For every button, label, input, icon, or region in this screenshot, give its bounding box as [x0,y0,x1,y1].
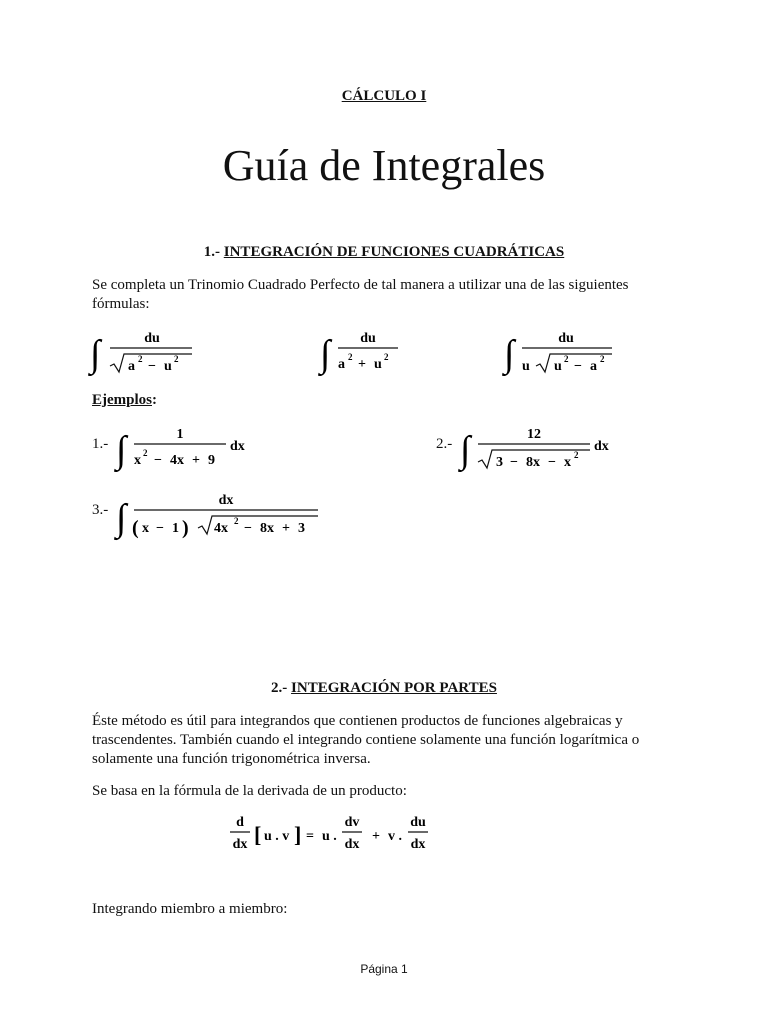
svg-text:2: 2 [174,354,179,364]
svg-text:(: ( [132,517,139,539]
svg-text:∫: ∫ [504,333,515,375]
section-2-paragraph-1: Éste método es útil para integrandos que contienen productos de funciones algebraicas y trascendentes. También cuando el integrando contiene solamente una función logarítmica o solamente una función trigonométrica inversa. [92,713,640,767]
svg-text:∫: ∫ [460,429,471,471]
svg-text:−: − [244,521,252,536]
svg-text:+: + [372,829,380,844]
svg-text:dv: dv [344,815,360,830]
svg-text:4x: 4x [170,453,184,468]
svg-text:x: x [134,453,141,468]
svg-text:du: du [558,331,574,346]
svg-text:dx: dx [410,837,426,852]
svg-text:du: du [410,815,426,830]
svg-text:2: 2 [600,354,605,364]
svg-text:dx: dx [218,493,234,508]
examples-heading [92,392,157,409]
svg-text:2: 2 [348,352,353,362]
svg-text:[: [ [254,822,262,847]
section-2-paragraph-3: Integrando miembro a miembro: [92,901,288,917]
section-1-heading [0,244,768,261]
svg-text:8x: 8x [260,521,274,536]
svg-text:3: 3 [496,455,503,470]
svg-text:u: u [522,359,530,374]
svg-text:8x: 8x [526,455,540,470]
svg-text:u .: u . [322,829,337,844]
svg-text:9: 9 [208,453,215,468]
svg-text:x: x [142,521,149,536]
svg-text:2: 2 [234,516,239,526]
svg-text:u . v: u . v [264,829,290,844]
svg-text:dx: dx [230,439,245,454]
section-2-heading [0,680,768,697]
svg-text:du: du [360,331,376,346]
course-title: CÁLCULO I [341,88,427,104]
svg-text:+: + [282,521,290,536]
svg-text:2: 2 [143,448,148,458]
svg-text:−: − [154,453,162,468]
example-1-number: 1.- [92,436,109,452]
svg-text:1: 1 [176,427,184,442]
svg-text:dx: dx [232,837,248,852]
svg-text:u: u [554,359,562,374]
svg-text:v .: v . [388,829,402,844]
formula-2 [318,326,408,376]
svg-text:∫: ∫ [320,333,331,375]
page-title: Guía de Integrales [222,141,546,190]
svg-text:dx: dx [344,837,360,852]
svg-text:2: 2 [384,352,389,362]
svg-text:+: + [358,357,366,372]
svg-text:a: a [590,359,597,374]
svg-text:]: ] [294,822,302,847]
page-number: Página 1 [360,962,408,976]
svg-text:∫: ∫ [116,429,127,471]
formula-3 [502,326,622,376]
example-2-integral [458,420,618,472]
svg-text:a: a [338,357,345,372]
svg-text:−: − [156,521,164,536]
example-1-integral [114,420,254,472]
svg-text:=: = [306,829,314,844]
svg-text:−: − [548,455,556,470]
svg-text:4x: 4x [214,521,228,536]
svg-text:−: − [148,359,156,374]
section-2-number: 2.- [271,680,288,696]
svg-text:+: + [192,453,200,468]
svg-text:d: d [236,815,244,830]
example-3-number: 3.- [92,502,109,518]
section-1-title: INTEGRACIÓN DE FUNCIONES CUADRÁTICAS [223,244,565,260]
svg-text:u: u [374,357,382,372]
section-1-number: 1.- [203,244,221,260]
svg-text:1: 1 [172,521,179,536]
svg-text:2: 2 [564,354,569,364]
svg-text:x: x [564,455,571,470]
svg-text:∫: ∫ [90,333,101,375]
svg-text:−: − [510,455,518,470]
examples-colon: : [152,392,157,408]
svg-text:a: a [128,359,135,374]
svg-text:): ) [182,517,189,539]
section-1-intro: Se completa un Trinomio Cuadrado Perfecto de tal manera a utilizar una de las siguientes fórmulas: [92,277,629,312]
examples-label: Ejemplos [92,392,152,408]
example-3-integral [114,486,324,542]
section-2-paragraph-2: Se basa en la fórmula de la derivada de un producto: [92,783,407,799]
svg-text:du: du [144,331,160,346]
svg-text:∫: ∫ [116,497,127,539]
svg-text:−: − [574,359,582,374]
formula-1 [88,326,198,376]
example-2-number: 2.- [436,436,453,452]
svg-text:2: 2 [138,354,143,364]
section-2-title: INTEGRACIÓN POR PARTES [291,680,497,696]
svg-text:12: 12 [527,427,541,442]
svg-text:3: 3 [298,521,305,536]
svg-text:dx: dx [594,439,609,454]
svg-text:u: u [164,359,172,374]
svg-text:2: 2 [574,450,579,460]
product-rule-formula [226,810,446,858]
